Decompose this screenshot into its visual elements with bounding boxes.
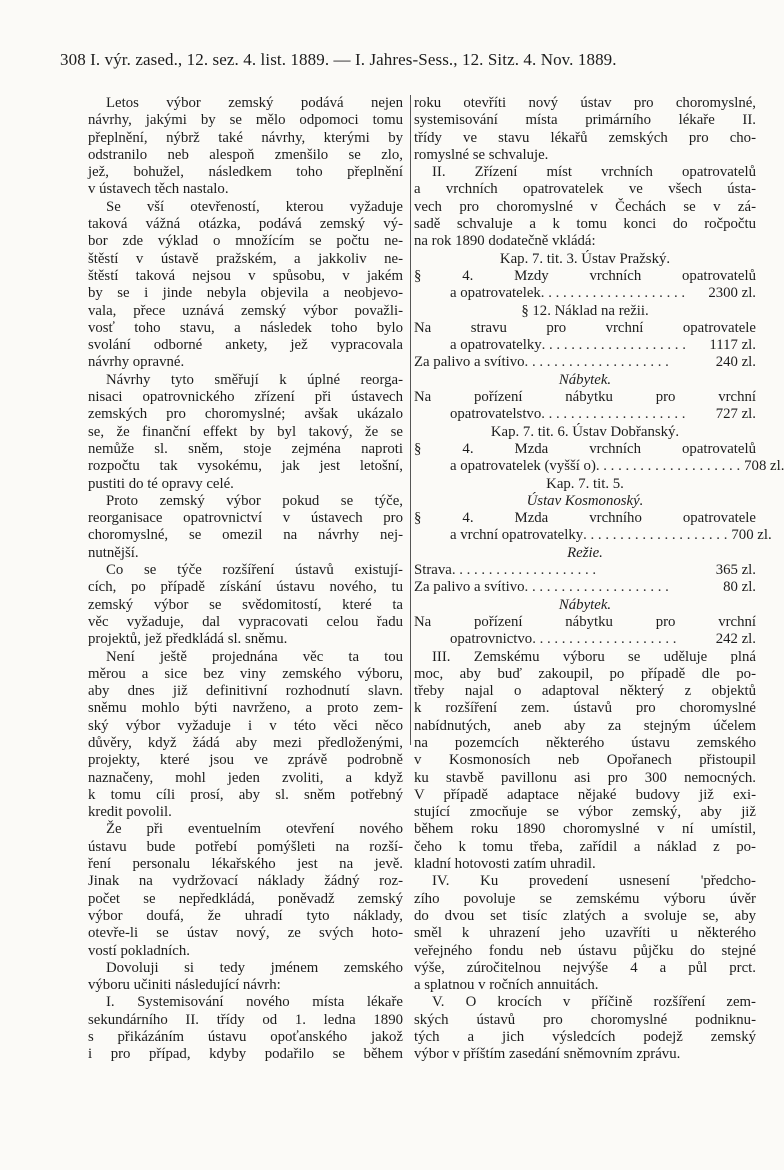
text-line: stující zmocňuje se výbor zemský, aby již xyxy=(414,804,756,821)
text-line: se, že finanční effekt by byl takový, že se xyxy=(88,423,403,440)
text-line: Na pořízení nábytku pro vrchní xyxy=(414,389,756,406)
text-line: I. Systemisování nového místa lékaře xyxy=(106,994,403,1011)
text-line: k tomu cíli prosí, aby sl. sněm potřebný xyxy=(88,786,403,803)
text-line: Co se týče rozšíření ústavů existují- xyxy=(106,562,403,579)
text-line: § 12. Náklad na režii. xyxy=(521,302,649,319)
text-line: sněmu mohlo býti navrženo, a proto zem- xyxy=(88,700,403,717)
text-line: vostí pokladních. xyxy=(88,942,190,959)
text-line: Režie. xyxy=(567,544,603,561)
budget-label: a opatrovatelky xyxy=(450,337,542,354)
text-line: Kap. 7. tit. 6. Ústav Dobřanský. xyxy=(490,423,680,440)
text-line: důvěry, když žádá aby mezi předloženými, xyxy=(88,734,403,751)
text-line: cích, po případě získání ústavu nového, tu xyxy=(88,579,403,596)
text-line: štěstí v ústavě pražském, a jakkoliv ne- xyxy=(88,250,403,267)
text-line xyxy=(414,562,756,579)
text-line: Že při eventuelním otevření nového xyxy=(106,821,403,838)
text-line: reorganisace opatrovnictví v ústavech pro xyxy=(88,510,403,527)
text-line xyxy=(414,406,756,423)
text-line: vala, přece uznává zemský výbor považli- xyxy=(88,302,403,319)
budget-label: opatrovnictvo xyxy=(450,631,533,648)
budget-label: Strava xyxy=(414,562,452,579)
budget-label: a vrchní opatrovatelky xyxy=(450,527,584,544)
leader-dots: . . . . . . . . . . . . . . . . . . . . xyxy=(540,285,686,302)
budget-label: opatrovatelstvo xyxy=(450,406,542,423)
text-line: kredit povolil. xyxy=(88,804,172,821)
text-line: § 4. Mzda vrchních opatrovatelů xyxy=(414,440,756,457)
text-line: IV. Ku provedení usnesení 'předcho- xyxy=(432,873,756,890)
leader-dots: . . . . . . . . . . . . . . . . . . . . xyxy=(532,631,677,648)
text-line: II. Zřízení míst vrchních opatrovatelů xyxy=(432,164,756,181)
text-line: nabídnutých, aneb aby za stejným účelem xyxy=(414,717,756,734)
text-line: sekundárního II. třídy od 1. ledna 1890 xyxy=(88,1011,403,1028)
text-line: výboru učiniti následující návrh: xyxy=(88,977,281,994)
text-line xyxy=(414,285,756,302)
leader-dots: . . . . . . . . . . . . . . . . . . . . xyxy=(524,579,669,596)
text-line: bor zde výklad o množícím se počtu ne- xyxy=(88,233,403,250)
text-line xyxy=(414,579,756,596)
text-line: rozpočtu tak vysokému, jak jest letošní, xyxy=(88,458,403,475)
text-line: naznačeny, mohl jeden zvoliti, a když xyxy=(88,769,403,786)
leader-dots: . . . . . . . . . . . . . . . . . . . . xyxy=(583,527,728,544)
text-line: Dovoluji si tedy jménem zemského xyxy=(106,959,403,976)
text-line: počet se nepředkládá, poněvadž zemský xyxy=(88,890,403,907)
text-line: štěstí taková nejsou v spůsobu, v jakém xyxy=(88,267,403,284)
text-line: a splatnou v ročních annuitách. xyxy=(414,977,599,994)
text-line: nemůže sl. sněm, stoje zejména naproti xyxy=(88,440,403,457)
text-line: nisaci opatrovnického zřízení při ústavech xyxy=(88,389,403,406)
text-line: projektů, jež předkládá sl. sněmu. xyxy=(88,631,288,648)
budget-amount: 700 zl. xyxy=(731,527,772,544)
text-line: vosť toho stavu, a následek toho bylo xyxy=(88,319,403,336)
text-line: otevře-li se ústav nový, ze svých hoto- xyxy=(88,925,403,942)
text-line: Se vší otevřeností, kterou vyžaduje xyxy=(106,198,403,215)
budget-amount: 1117 zl. xyxy=(709,337,756,354)
text-line: věc vyžaduje, dal vypracovati celou řadu xyxy=(88,613,403,630)
text-line: třeby najal o adaptoval některý z objektů xyxy=(414,683,756,700)
budget-label: Za palivo a svítivo xyxy=(414,579,525,596)
text-line: aby dnes již definitivní rozhodnutí slavn. xyxy=(88,683,403,700)
text-line: jež, bohužel, následkem toho přeplnění xyxy=(88,164,403,181)
text-line xyxy=(414,527,772,544)
text-line: a vrchních opatrovatelek ve všech ústa- xyxy=(414,181,756,198)
text-line: odstranilo neb alespoň zmenšilo se zlo, xyxy=(88,146,403,163)
text-line: sadě schvaluje a k tomu konci do ročpočtu xyxy=(414,216,756,233)
text-line: v Kosmonosích neb Opořanech přistoupil xyxy=(414,752,756,769)
text-line: § 4. Mzda vrchního opatrovatele xyxy=(414,510,756,527)
budget-amount: 2300 zl. xyxy=(708,285,756,302)
text-line: III. Zemskému výboru se uděluje plná xyxy=(432,648,756,665)
text-line xyxy=(414,458,784,475)
text-line: ústavu bude potřebí pomýšleti na rozší- xyxy=(88,838,403,855)
text-line: kladní hotovosti zatím uhradil. xyxy=(414,856,596,873)
text-line: měrou a sice bez viny zemského výboru, xyxy=(88,665,403,682)
budget-amount: 240 zl. xyxy=(715,354,756,371)
budget-amount: 80 zl. xyxy=(723,579,756,596)
text-line: zemský výbor se svědomitostí, které ta xyxy=(88,596,403,613)
budget-label: Za palivo a svítivo xyxy=(414,354,525,371)
leader-dots: . . . . . . . . . . . . . . . . . . . . xyxy=(524,354,669,371)
text-line: během roku 1890 choromyslné v ní umístil, xyxy=(414,821,756,838)
text-line: zemských pro choromyslné; avšak ukázalo xyxy=(88,406,403,423)
text-line: Na stravu pro vrchní opatrovatele xyxy=(414,319,756,336)
budget-amount: 708 zl. xyxy=(744,458,784,475)
text-line: ření personalu lékařského jest na jevě. xyxy=(88,856,403,873)
text-line: ku stavbě pavillonu asi pro 300 nemocných. xyxy=(414,769,756,786)
text-line: Kap. 7. tit. 5. xyxy=(546,475,624,492)
text-line: Nábytek. xyxy=(558,371,612,388)
text-line: systemisování místa primárního lékaře II. xyxy=(414,112,756,129)
text-line: návrhy, jakými by se mělo odpomoci tomu xyxy=(88,112,403,129)
leader-dots: . . . . . . . . . . . . . . . . . . . . xyxy=(595,458,741,475)
text-line: Proto zemský výbor pokud se týče, xyxy=(106,492,403,509)
leader-dots: . . . . . . . . . . . . . . . . . . . . xyxy=(541,337,686,354)
text-line: vech pro choromyslné v Čechách se v zá- xyxy=(414,198,756,215)
text-line: tých a jich výsledcích podejž zemský xyxy=(414,1029,756,1046)
text-line: na pozemcích některého ústavu zemského xyxy=(414,734,756,751)
leader-dots: . . . . . . . . . . . . . . . . . . . . xyxy=(451,562,597,579)
text-line: projekty, které jsou ve zprávě podrobně xyxy=(88,752,403,769)
text-line: Jinak na vydržovací náklady žádný roz- xyxy=(88,873,403,890)
text-line: Návrhy tyto směřují k úplné reorga- xyxy=(106,371,403,388)
budget-amount: 242 zl. xyxy=(715,631,756,648)
text-line: k rozšíření zem. ústavů pro choromyslné xyxy=(414,700,756,717)
text-line: Na pořízení nábytku pro vrchní xyxy=(414,613,756,630)
text-line: výbor doufá, že uhradí tyto náklady, xyxy=(88,907,403,924)
text-line: třídy ve stavu lékařů zemských pro cho- xyxy=(414,129,756,146)
text-line: by se i jinde nebyla objevila a neobjevo- xyxy=(88,285,403,302)
text-line: pustiti do té opravy celé. xyxy=(88,475,234,492)
text-line: směl k uhrazení jeho uzavříti u některého xyxy=(414,925,756,942)
text-line: výše, zúročitelnou nejvýše 4 a půl prct. xyxy=(414,959,756,976)
budget-amount: 365 zl. xyxy=(715,562,756,579)
text-line: výbor v příštím zasedání sněmovním zprávu. xyxy=(414,1046,681,1063)
text-line: zího povoluje se zemskému výboru úvěr xyxy=(414,890,756,907)
text-line: romyslné se schvaluje. xyxy=(414,146,549,163)
budget-label: a opatrovatelek xyxy=(450,285,541,302)
text-line: taková vážná otázka, podává zemský vý- xyxy=(88,216,403,233)
text-line: do dvou set tisíc zlatých a svoluje se, aby xyxy=(414,907,756,924)
text-line: v ústavech těch nastalo. xyxy=(88,181,229,198)
text-line: přeplnění, nýbrž také návrhy, kterými by xyxy=(88,129,403,146)
text-line: moc, aby buď zakoupil, po případě dle po- xyxy=(414,665,756,682)
text-line: § 4. Mzdy vrchních opatrovatelů xyxy=(414,267,756,284)
text-line: návrhy opravné. xyxy=(88,354,185,371)
text-line: s přikázáním ústavu opoťanského jakož xyxy=(88,1029,403,1046)
page-header: 308 I. výr. zased., 12. sez. 4. list. 1889. — I. Jahres-Sess., 12. Sitz. 4. Nov. 1889. xyxy=(60,50,617,69)
budget-label: a opatrovatelek (vyšší o) xyxy=(450,458,596,475)
text-line xyxy=(414,337,756,354)
left-column xyxy=(88,95,403,1064)
right-column xyxy=(410,95,784,1063)
text-line: nutnější. xyxy=(88,544,139,561)
text-line: choromyslné, se omezil na návrhy nej- xyxy=(88,527,403,544)
text-line: Není ještě projednána věc ta tou xyxy=(106,648,403,665)
text-line: veřejného fondu neb ústavu půjčku do stejné xyxy=(414,942,756,959)
text-line: čeho k tomu třeba, zařídil a náklad z po- xyxy=(414,838,756,855)
text-line: V. O krocích v příčině rozšíření zem- xyxy=(432,994,756,1011)
text-line xyxy=(414,354,756,371)
text-line: na rok 1890 dodatečně vkládá: xyxy=(414,233,596,250)
text-line: svolání odborné ankety, jež vypracovala xyxy=(88,337,403,354)
leader-dots: . . . . . . . . . . . . . . . . . . . . xyxy=(541,406,686,423)
text-line: Ústav Kosmonoský. xyxy=(526,492,644,509)
text-line: Nábytek. xyxy=(558,596,612,613)
text-line: roku otevříti nový ústav pro choromyslné, xyxy=(414,95,756,111)
text-line xyxy=(414,631,756,648)
text-line: i pro případ, kdyby podařilo se během xyxy=(88,1046,403,1063)
text-line: Letos výbor zemský podává nejen xyxy=(106,95,403,111)
text-line: ský výbor vyžaduje i v této věci něco xyxy=(88,717,403,734)
text-line: ských ústavů pro choromyslné podniknu- xyxy=(414,1011,756,1028)
budget-amount: 727 zl. xyxy=(715,406,756,423)
text-line: V případě adaptace nějaké budovy již exi- xyxy=(414,786,756,803)
text-line: Kap. 7. tit. 3. Ústav Pražský. xyxy=(499,250,671,267)
